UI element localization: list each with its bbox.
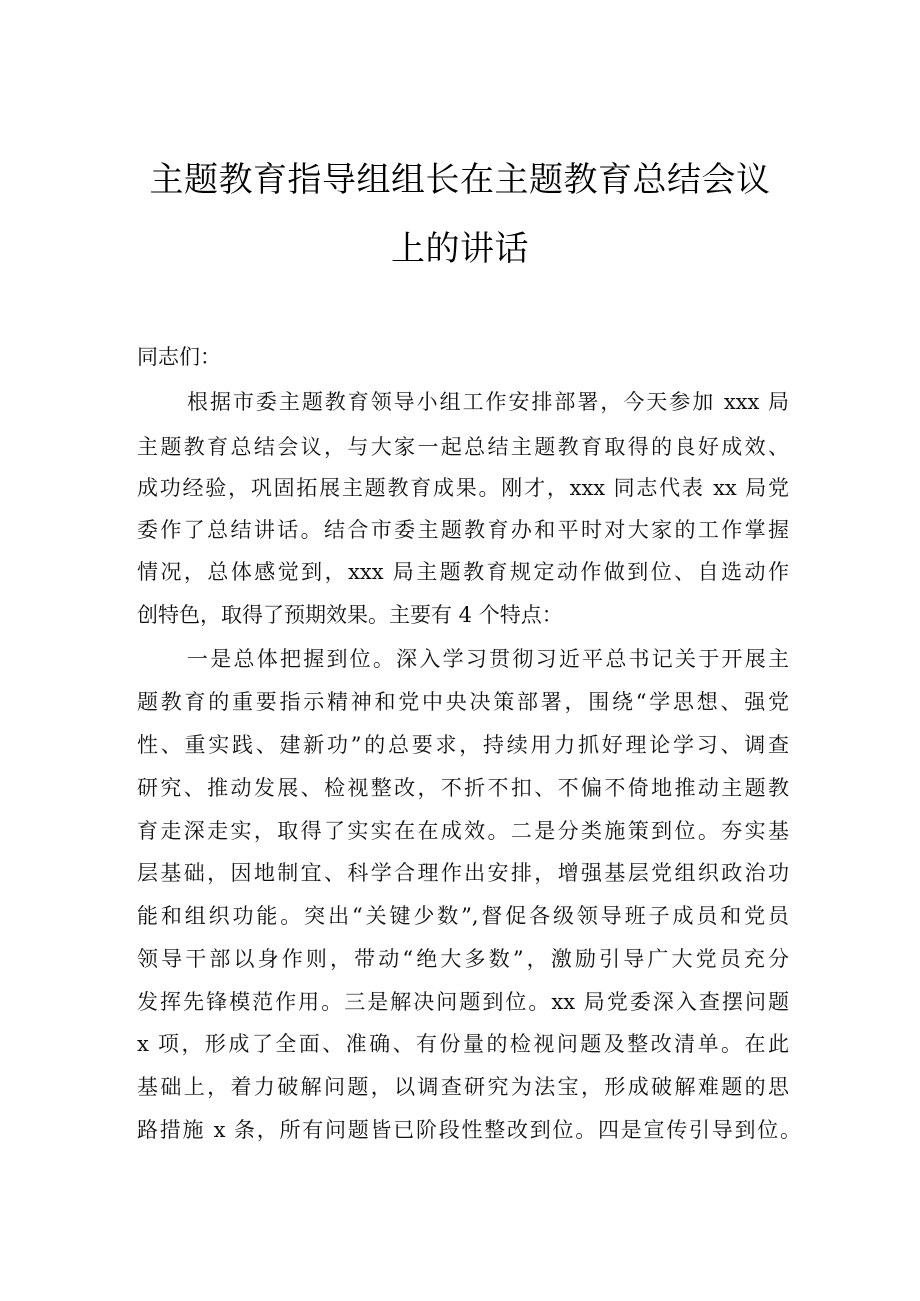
paragraph-line: 一是总体把握到位。深入学习贯彻习近平总书记关于开展主 xyxy=(187,647,789,671)
paragraph-line: 育走深走实，取得了实实在在成效。二是分类施策到位。夯实基 xyxy=(137,819,789,843)
paragraph-line: 创特色，取得了预期效果。主要有 4 个特点： xyxy=(137,603,563,627)
paragraph-line: 路措施 x 条，所有问题皆已阶段性整改到位。四是宣传引导到位。 xyxy=(137,1118,801,1142)
paragraph-line: 成功经验，巩固拓展主题教育成果。刚才，xxx 同志代表 xx 局党 xyxy=(137,476,789,500)
paragraph-line: 主题教育总结会议，与大家一起总结主题教育取得的良好成效、 xyxy=(137,435,789,459)
paragraph-line: 情况，总体感觉到，xxx 局主题教育规定动作做到位、自选动作 xyxy=(137,560,789,584)
document-title-line-2: 上的讲话 xyxy=(391,229,529,269)
paragraph-line: x 项，形成了全面、准确、有份量的检视问题及整改清单。在此 xyxy=(137,1032,789,1056)
paragraph-line: 基础上，着力破解问题，以调查研究为法宝，形成破解难题的思 xyxy=(137,1075,789,1099)
paragraph-line: 研究、推动发展、检视整改，不折不扣、不偏不倚地推动主题教 xyxy=(137,776,789,800)
paragraph-line: 性、重实践、建新功”的总要求，持续用力抓好理论学习、调查 xyxy=(137,733,789,757)
paragraph-line: 根据市委主题教育领导小组工作安排部署，今天参加 xxx 局 xyxy=(187,390,789,414)
paragraph-line: 能和组织功能。突出“关键少数”,督促各级领导班子成员和党员 xyxy=(137,904,789,928)
paragraph-line: 题教育的重要指示精神和党中央决策部署，围绕“学思想、强党 xyxy=(137,690,789,714)
paragraph-line: 发挥先锋模范作用。三是解决问题到位。xx 局党委深入查摆问题 xyxy=(137,990,789,1014)
document-title-line-1: 主题教育指导组组长在主题教育总结会议 xyxy=(149,160,771,200)
paragraph-line: 层基础，因地制宜、科学合理作出安排，增强基层党组织政治功 xyxy=(137,861,789,885)
paragraph-line: 委作了总结讲话。结合市委主题教育办和平时对大家的工作掌握 xyxy=(137,518,789,542)
paragraph-line: 领导干部以身作则，带动“绝大多数”，激励引导广大党员充分 xyxy=(137,947,789,971)
salutation: 同志们： xyxy=(137,345,221,369)
